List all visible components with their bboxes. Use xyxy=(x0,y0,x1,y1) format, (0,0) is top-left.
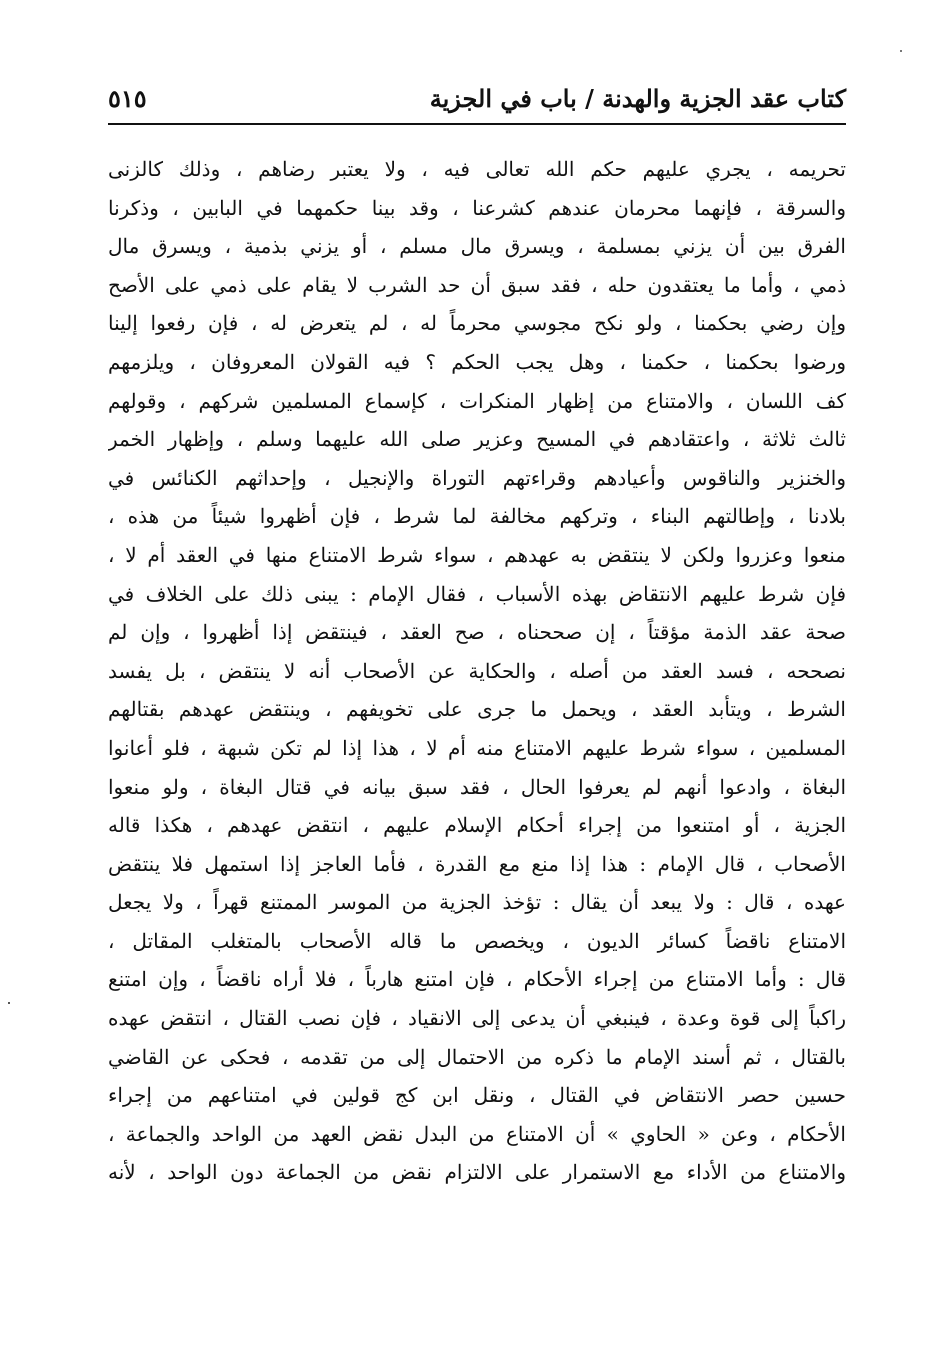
text-line: الجزية ، أو امتنعوا من إجراء أحكام الإسلام عليهم ، انتقض عهدهم ، هكذا قاله xyxy=(108,813,846,838)
page-number: ٥١٥ xyxy=(108,84,147,113)
text-line: حسين حصر الانتقاض في القتال ، ونقل ابن كج قولين في امتناعهم من إجراء xyxy=(108,1083,846,1108)
text-line: بالقتال ، ثم أسند الإمام ما ذكره من الاحتمال إلى من تقدمه ، فحكى عن القاضي xyxy=(108,1044,846,1069)
text-line: وإن رضي بحكمنا ، ولو نكح مجوسي محرماً له ، لم يتعرض له ، فإن رفعوا إلينا xyxy=(108,311,846,336)
text-line: راكباً إلى قوة وعدة ، فينبغي أن يدعى إلى الانقياد ، فإن نصب القتال ، انتقض عهده xyxy=(108,1006,846,1031)
text-line: البغاة ، وادعوا أنهم لم يعرفوا الحال ، فقد سبق بيانه في قتال البغاة ، ولو منعوا xyxy=(108,774,846,799)
text-line: صحة عقد الذمة مؤقتاً ، إن صححناه ، صح العقد ، فينتقض إذا أظهروا ، وإن لم xyxy=(108,620,846,645)
scan-speck xyxy=(900,50,902,52)
text-line: الامتناع ناقضاً كسائر الديون ، ويخصص ما قاله الأصحاب بالمتغلب المقاتل ، xyxy=(108,928,846,953)
text-line: عهده ، قال : ولا يبعد أن يقال : تؤخذ الجزية من الموسر الممتنع قهراً ، ولا يجعل xyxy=(108,890,846,915)
text-line: ذمي ، وأما ما يعتقدون حله ، فقد سبق أن حد الشرب لا يقام على ذمي على الأصح xyxy=(108,272,846,297)
text-line: تحريمه ، يجري عليهم حكم الله تعالى فيه ، ولا يعتبر رضاهم ، وذلك كالزنى xyxy=(108,157,846,181)
text-line: الشرط ، ويتأبد العقد ، ويحمل ما جرى على تخويفهم ، وينتقض عهدهم بقتالهم xyxy=(108,697,846,722)
text-line: كف اللسان ، والامتناع من إظهار المنكرات ، كإسماع المسلمين شركهم ، وقولهم xyxy=(108,388,846,413)
text-line: ثالث ثلاثة ، واعتقادهم في المسيح وعزير صلى الله عليهما وسلم ، وإظهار الخمر xyxy=(108,427,846,452)
text-line: والامتناع من الأداء مع الاستمرار على الالتزام نقض من الجماعة دون الواحد ، لأنه xyxy=(108,1160,846,1185)
page-header xyxy=(108,80,846,120)
text-line: الأصحاب ، قال الإمام : هذا إذا منع مع القدرة ، فأما العاجز إذا استمهل فلا ينتقض xyxy=(108,851,846,876)
header-divider xyxy=(108,123,846,125)
text-line: بلادنا ، وإطالتهم البناء ، وتركهم مخالفة لما شرط ، فإن أظهروا شيئاً من هذه ، xyxy=(108,504,846,529)
text-line: الأحكام ، وعن « الحاوي » أن الامتناع من البدل نقض العهد من الواحد والجماعة ، xyxy=(108,1121,846,1146)
text-line: المسلمين ، سواء شرط عليهم الامتناع منه أم لا ، هذا إذا لم تكن شبهة ، فلو أعانوا xyxy=(108,735,846,760)
text-line: قال : وأما الامتناع من إجراء الأحكام ، فإن امتنع هارباً ، فلا أراه ناقضاً ، وإن امتنع xyxy=(108,967,846,992)
text-line: نصححه ، فسد العقد من أصله ، والحكاية عن الأصحاب أنه لا ينتقض ، بل يفسد xyxy=(108,658,846,683)
scan-speck xyxy=(8,1002,10,1004)
text-line: فإن شرط عليهم الانتقاض بهذه الأسباب ، فقال الإمام : يبنى ذلك على الخلاف في xyxy=(108,581,846,606)
text-line: الفرق بين أن يزني بمسلمة ، ويسرق مال مسلم ، أو يزني بذمية ، ويسرق مال xyxy=(108,234,846,259)
text-line: منعوا وعزروا ولكن لا ينتقض به عهدهم ، سواء شرط الامتناع منها في العقد أم لا ، xyxy=(108,542,846,567)
text-line: والخنزير والناقوس وأعيادهم وقراءتهم التوراة والإنجيل ، وإحداثهم الكنائس في xyxy=(108,465,846,490)
text-line: ورضوا بحكمنا ، حكمنا ، وهل يجب الحكم ؟ فيه القولان المعروفان ، ويلزمهم xyxy=(108,349,846,374)
running-title: كتاب عقد الجزية والهدنة / باب في الجزية xyxy=(429,84,846,113)
body-text xyxy=(108,150,846,1192)
text-line: والسرقة ، فإنهما محرمان عندهم كشرعنا ، وقد بينا حكمهما في البابين ، وذكرنا xyxy=(108,195,846,220)
